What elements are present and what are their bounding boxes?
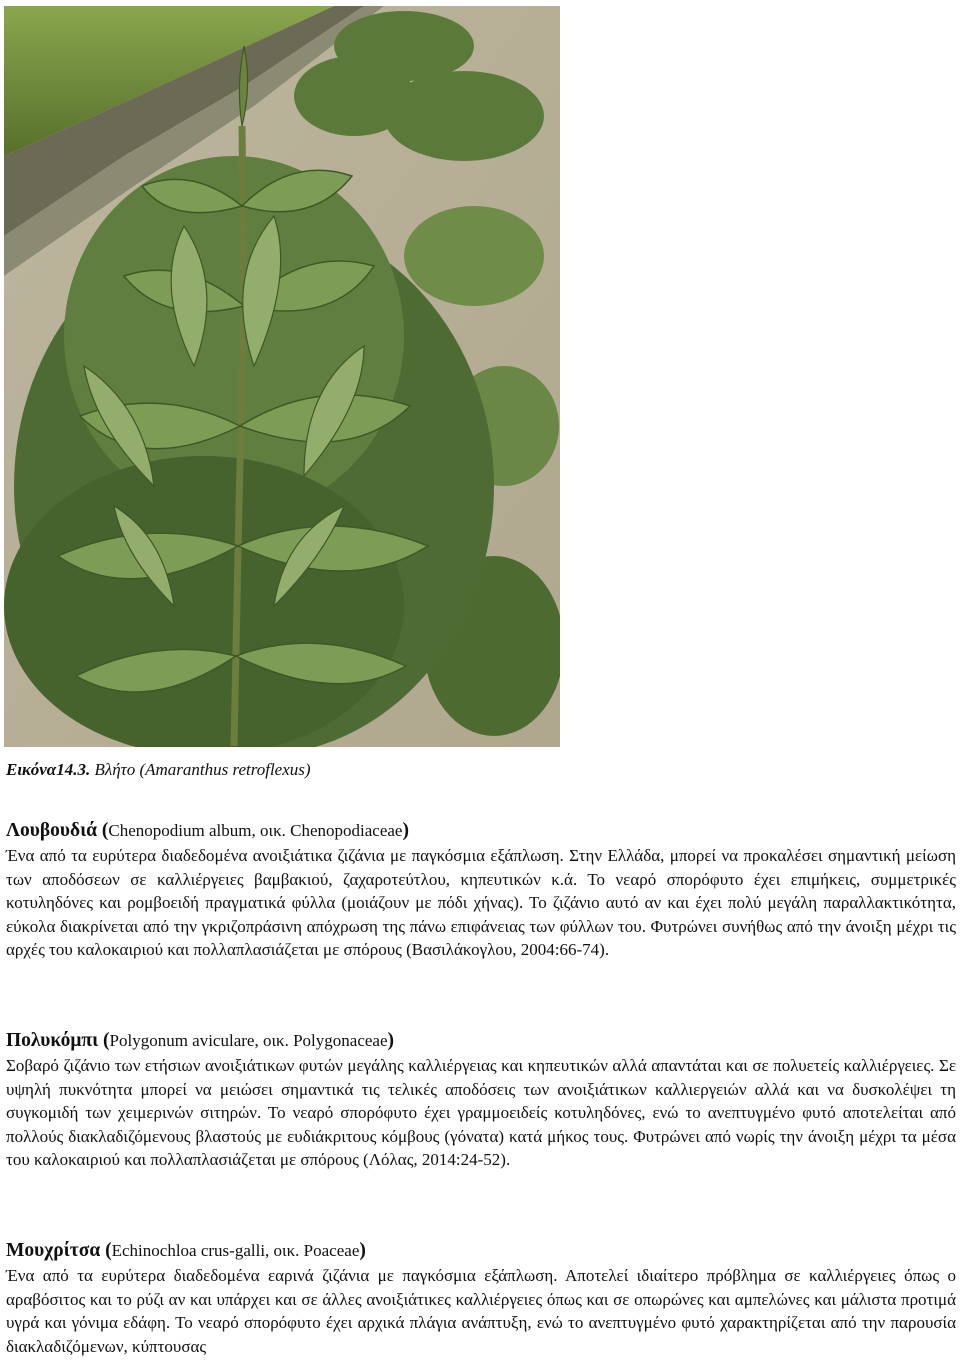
section-title: Λουβουδιά (Chenopodium album, οικ. Chenopodiaceae) (6, 820, 409, 841)
latin-name: Chenopodium album, οικ. Chenopodiaceae (108, 821, 403, 840)
latin-name: Polygonum aviculare, οικ. Polygonaceae (109, 1031, 388, 1050)
section-body: Σοβαρό ζιζάνιο των ετήσιων ανοιξιάτικων φυτών μεγάλης καλλιέργειας και κηπευτικών αλλά απαντάται και σε πολυετείς καλλιέργειες. Σε υψηλή πυκνότητα μπορεί να μειώσει σημαντικά τις τελικές αποδόσεις των ανοιξιάτικων καλλιεργειών αλλά και να δυσκολέψει τη συγκομιδή των χειμερινών σιτηρών. Το νεαρό σπορόφυτο έχει γραμμοειδείς κοτυληδόνες, ενώ το ανεπτυγμένο φυτό αποτελείται από πολλούς διακλαδιζόμενους βλαστούς με ευδιάκριτους κόμβους (γόνατα) κατά μήκος τους. Φυτρώνει από νωρίς την άνοιξη μέχρι τα μέσα του καλοκαιριού και πολλαπλασιάζεται με σπόρους (Λόλας, 2014:24-52). (6, 1056, 956, 1170)
section-title: Πολυκόμπι (Polygonum aviculare, οικ. Polygonaceae) (6, 1030, 395, 1051)
amaranthus-illustration (4, 6, 560, 747)
latin-name: Echinochloa crus-galli, οικ. Poaceae (111, 1241, 360, 1260)
section-echinochloa (6, 1238, 956, 1358)
common-name: Πολυκόμπι (6, 1030, 99, 1051)
plant-photo (4, 6, 560, 747)
common-name: Μουχρίτσα (6, 1240, 101, 1261)
caption-text: Βλήτο (Amaranthus retroflexus) (90, 760, 311, 779)
common-name: Λουβουδιά (6, 820, 98, 841)
section-polygonum (6, 1028, 956, 1172)
figure-caption (6, 760, 311, 780)
section-body: Ένα από τα ευρύτερα διαδεδομένα ανοιξιάτικα ζιζάνια με παγκόσμια εξάπλωση. Στην Ελλάδα, μπορεί να προκαλέσει σημαντική μείωση των αποδόσεων σε καλλιέργειες βαμβακιού, ζαχαροτεύτλου, κηπευτικών κ.ά. Το νεαρό σπορόφυτο έχει επιμήκεις, συμμετρικές κοτυληδόνες και ρομβοειδή πραγματικά φύλλα (μοιάζουν με πόδι χήνας). Το ζιζάνιο αυτό αν και έχει πολύ μεγάλη παραλλακτικότητα, εύκολα διακρίνεται από την γκριζοπράσινη απόχρωση της πάνω επιφάνειας των φύλλων του. Φυτρώνει συνήθως από την άνοιξη μέχρι τις αρχές του καλοκαιριού και πολλαπλασιάζεται με σπόρους (Βασιλάκογλου, 2004:66-74). (6, 846, 956, 960)
section-body: Ένα από τα ευρύτερα διαδεδομένα εαρινά ζιζάνια με παγκόσμια εξάπλωση. Αποτελεί ιδιαίτερο πρόβλημα σε καλλιέργειες όπως ο αραβόσιτος και το ρύζι αν και υπάρχει και σε άλλες ανοιξιάτικες καλλιέργειες όπως και σε οπωρώνες και αμπελώνες και μάλιστα προτιμά υγρά και γόνιμα εδάφη. Το νεαρό σπορόφυτο έχει αρχικά πλάγια ανάπτυξη, ενώ το ανεπτυγμένο φυτό χαρακτηρίζεται από την παρουσία διακλαδιζόμενων, κύπτουσας (6, 1266, 956, 1356)
section-title: Μουχρίτσα (Echinochloa crus-galli, οικ. Poaceae) (6, 1240, 366, 1261)
caption-label: Εικόνα14.3. (6, 760, 91, 779)
section-chenopodium (6, 818, 956, 962)
